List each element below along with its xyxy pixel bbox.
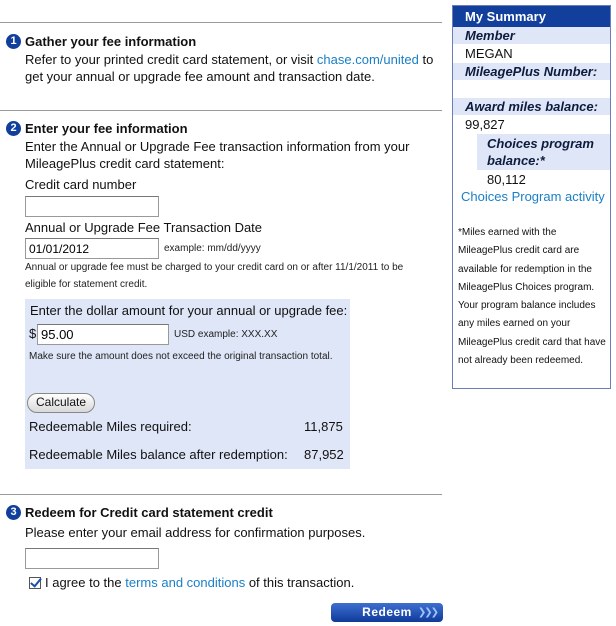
email-input[interactable] — [25, 548, 159, 569]
calculate-button[interactable]: Calculate — [27, 393, 95, 413]
step1-heading — [6, 32, 442, 50]
step2-intro — [6, 138, 442, 172]
step3-heading — [6, 503, 442, 521]
amount-label: Enter the dollar amount for your annual or upgrade fee: — [30, 303, 348, 318]
date-label: Annual or Upgrade Fee Transaction Date — [25, 220, 263, 235]
step2-number-icon: 2 — [6, 121, 21, 136]
agree-checkbox[interactable] — [29, 577, 41, 589]
divider-1 — [0, 110, 442, 111]
step1-text — [6, 51, 442, 85]
step3-title: Redeem for Credit card statement credit — [25, 504, 273, 520]
summary-member-name: MEGAN — [465, 46, 513, 61]
date-example: example: mm/dd/yyyy — [164, 243, 261, 254]
amount-input[interactable] — [37, 324, 169, 345]
cc-number-label: Credit card number — [25, 177, 137, 192]
step1-number-icon: 1 — [6, 34, 21, 49]
summary-award-value: 99,827 — [465, 117, 505, 132]
step2-intro-line2: MileagePlus credit card statement: — [25, 156, 225, 171]
terms-link[interactable]: terms and conditions — [125, 575, 246, 590]
step3-number-icon: 3 — [6, 505, 21, 520]
summary-choices-label — [487, 135, 594, 169]
balance-after-value: 87,952 — [304, 447, 344, 462]
step1-text-c: get your annual or upgrade fee amount and transaction date. — [25, 69, 375, 84]
chase-link[interactable]: chase.com/united — [316, 52, 419, 67]
amount-example: USD example: XXX.XX — [174, 329, 278, 340]
summary-member-label: Member — [465, 28, 515, 43]
agree-text — [45, 575, 354, 590]
step1-title: Gather your fee information — [25, 33, 197, 49]
balance-after-label: Redeemable Miles balance after redemption: — [29, 447, 288, 462]
step3-section — [6, 503, 442, 541]
step2-heading — [6, 119, 442, 137]
summary-choices-label-2: balance:* — [487, 153, 545, 168]
step2-intro-line1: Enter the Annual or Upgrade Fee transaction information from your — [25, 139, 410, 154]
step2-title: Enter your fee information — [25, 120, 188, 136]
required-miles-label: Redeemable Miles required: — [29, 419, 192, 434]
amount-note: Make sure the amount does not exceed the original transaction total. — [29, 351, 333, 362]
summary-mp-number-label: MileagePlus Number: — [465, 64, 598, 79]
divider-2 — [0, 494, 442, 495]
step1-text-b: to — [422, 52, 434, 67]
redeem-arrow-icon: ❯❯❯ — [417, 607, 437, 618]
step1-section — [6, 32, 442, 85]
divider-top — [0, 22, 442, 23]
summary-award-label: Award miles balance: — [465, 99, 598, 114]
required-miles-value: 11,875 — [304, 419, 343, 434]
step2-section — [6, 119, 442, 172]
choices-activity-link[interactable]: Choices Program activity — [461, 189, 605, 204]
email-prompt: Please enter your email address for confirmation purposes. — [25, 525, 366, 540]
agree-text-b: of this transaction. — [248, 575, 355, 590]
currency-symbol: $ — [29, 326, 37, 341]
redeem-button-label: Redeem — [362, 605, 412, 619]
agree-text-a: I agree to the — [45, 575, 122, 590]
step1-text-a: Refer to your printed credit card statement, or visit — [25, 52, 314, 67]
my-summary-panel — [452, 5, 611, 389]
date-note-2: eligible for statement credit. — [25, 279, 148, 290]
redeem-button[interactable] — [331, 603, 443, 622]
date-input[interactable] — [25, 238, 159, 259]
summary-note: *Miles earned with the MileagePlus credit card are available for redemption in the MileagePlus Choices program. Your program balance includes any miles earned on your MileagePlus credit card that have not already been redeemed. — [458, 227, 606, 367]
summary-title: My Summary — [453, 6, 610, 27]
date-note-1: Annual or upgrade fee must be charged to your credit card on or after 11/1/2011 to be — [25, 262, 404, 273]
summary-choices-value: 80,112 — [487, 172, 526, 187]
cc-number-input[interactable] — [25, 196, 159, 217]
summary-choices-label-1: Choices program — [487, 136, 594, 151]
